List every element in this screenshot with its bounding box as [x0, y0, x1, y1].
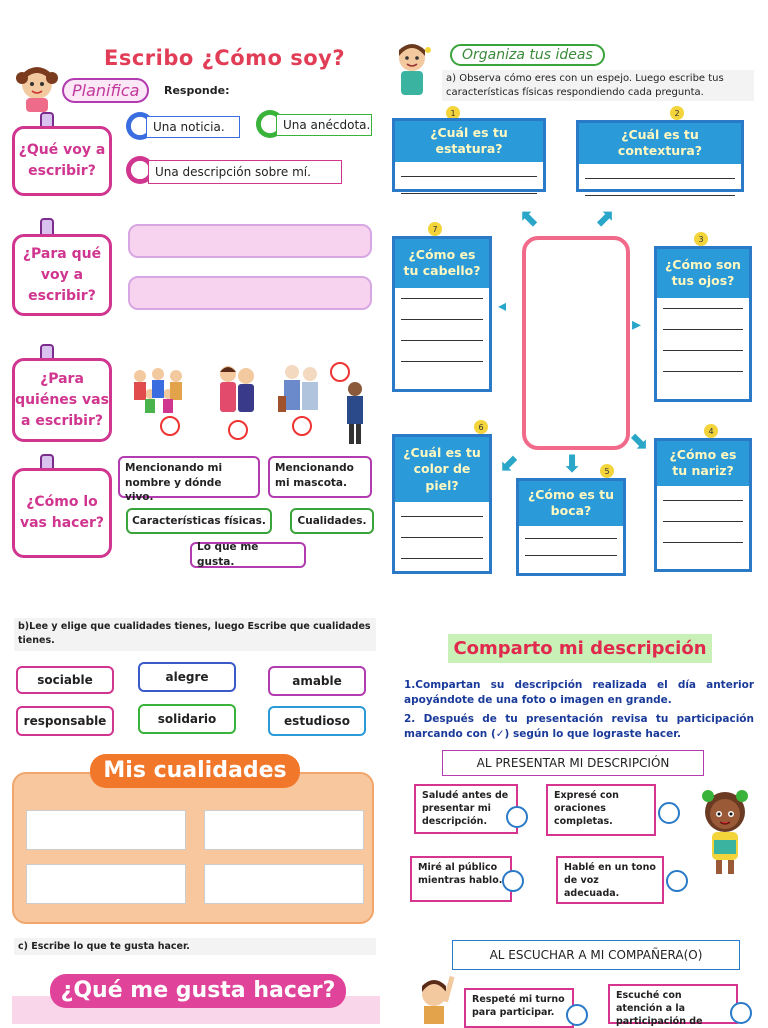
arrow-icon: ⬈	[594, 204, 615, 232]
question-who: ¿Para quiénes vas a escribir?	[12, 358, 112, 442]
answer-line[interactable]	[663, 542, 743, 543]
arrow-icon: ⬊	[628, 426, 649, 454]
checklist-item-turno: Respeté mi turno para participar.	[464, 988, 574, 1028]
arrow-icon: ⬇	[562, 450, 583, 478]
arrow-icon: ▸	[632, 314, 642, 335]
quality-answer-4[interactable]	[204, 864, 364, 904]
card-question: ¿Cuál es tu contextura?	[579, 123, 741, 164]
quality-answer-3[interactable]	[26, 864, 186, 904]
card-question: ¿Cómo es tu boca?	[519, 481, 623, 526]
option-noticia[interactable]: Una noticia.	[146, 116, 240, 138]
mirror-drawing-box[interactable]	[522, 236, 630, 450]
answer-line[interactable]	[585, 178, 735, 179]
step-2: 2. Después de tu presentación revisa tu participación marcando con (✓) según lo que lograste hacer.	[404, 713, 754, 741]
quality-answer-1[interactable]	[26, 810, 186, 850]
que-me-gusta-banner: ¿Qué me gusta hacer?	[50, 974, 346, 1008]
section-presentar: AL PRESENTAR MI DESCRIPCIÓN	[442, 750, 704, 776]
girl-illustration	[14, 64, 60, 114]
card-question: ¿Cómo es tu cabello?	[395, 239, 489, 288]
instruction-a: a) Observa cómo eres con un espejo. Luego escribe tus características físicas respondiendo cada pregunta.	[442, 70, 754, 101]
quality-answer-2[interactable]	[204, 810, 364, 850]
family-illustration	[128, 366, 192, 416]
instruction-c: c) Escribe lo que te gusta hacer.	[14, 938, 376, 955]
check-circle[interactable]	[666, 870, 688, 892]
card-cabello	[392, 236, 492, 392]
answer-line[interactable]	[663, 371, 743, 372]
answer-line[interactable]	[663, 521, 743, 522]
teacher-illustration	[342, 380, 368, 446]
responde-label: Responde:	[164, 84, 230, 97]
instruction-b: b)Lee y elige que cualidades tienes, luego Escribe que cualidades tienes.	[14, 618, 376, 651]
couple-illustration	[212, 362, 264, 418]
answer-line[interactable]	[585, 195, 735, 196]
choice-circle[interactable]	[330, 362, 350, 382]
card-boca	[516, 478, 626, 576]
card-question: ¿Cuál es tu color de piel?	[395, 437, 489, 502]
answer-line[interactable]	[401, 298, 483, 299]
page-title: Escribo ¿Cómo soy?	[104, 46, 346, 70]
option-gusta[interactable]: Lo que me gusta.	[190, 542, 306, 568]
answer-line[interactable]	[401, 537, 483, 538]
answer-line[interactable]	[525, 538, 617, 539]
checklist-item-mirar: Miré al público mientras hablo.	[410, 856, 512, 902]
answer-line[interactable]	[663, 500, 743, 501]
card-estatura	[392, 118, 546, 192]
quality-responsable[interactable]: responsable	[16, 706, 114, 736]
right-top-panel	[388, 40, 760, 580]
check-circle[interactable]	[566, 1004, 588, 1026]
answer-line[interactable]	[663, 329, 743, 330]
card-question: ¿Cuál es tu estatura?	[395, 121, 543, 162]
answer-line[interactable]	[401, 558, 483, 559]
check-circle[interactable]	[502, 870, 524, 892]
number-badge: 5	[600, 464, 614, 478]
check-circle[interactable]	[658, 802, 680, 824]
question-why: ¿Para qué voy a escribir?	[12, 234, 112, 316]
grandparents-illustration	[276, 362, 326, 414]
arrow-icon: ⬋	[500, 448, 521, 476]
check-circle[interactable]	[506, 806, 528, 828]
number-badge: 3	[694, 232, 708, 246]
card-ojos	[654, 246, 752, 402]
arrow-icon: ◂	[498, 296, 507, 315]
checklist-item-atencion: Escuché con atención a la participación de	[608, 984, 738, 1024]
quality-amable[interactable]: amable	[268, 666, 366, 696]
card-piel	[392, 434, 492, 574]
quality-estudioso[interactable]: estudioso	[268, 706, 366, 736]
arrow-icon: ⬉	[520, 204, 541, 232]
left-top-panel	[8, 40, 376, 570]
choice-circle[interactable]	[292, 416, 312, 436]
card-contextura	[576, 120, 744, 192]
quality-solidario[interactable]: solidario	[138, 704, 236, 734]
number-badge: 2	[670, 106, 684, 120]
quality-sociable[interactable]: sociable	[16, 666, 114, 694]
boy-raising-hand-illustration	[414, 970, 460, 1024]
answer-line[interactable]	[401, 516, 483, 517]
choice-circle[interactable]	[160, 416, 180, 436]
option-descripcion[interactable]: Una descripción sobre mí.	[148, 160, 342, 184]
number-badge: 7	[428, 222, 442, 236]
right-bottom-panel	[396, 632, 762, 1027]
answer-line[interactable]	[401, 176, 537, 177]
number-badge: 1	[446, 106, 460, 120]
quality-alegre[interactable]: alegre	[138, 662, 236, 692]
card-nariz	[654, 438, 752, 572]
answer-field-1[interactable]	[128, 224, 372, 258]
answer-line[interactable]	[663, 308, 743, 309]
card-question: ¿Cómo es tu nariz?	[657, 441, 749, 486]
left-bottom-panel	[8, 612, 380, 1024]
answer-line[interactable]	[401, 340, 483, 341]
section-escuchar: AL ESCUCHAR A MI COMPAÑERA(O)	[452, 940, 740, 970]
answer-line[interactable]	[401, 319, 483, 320]
choice-circle[interactable]	[228, 420, 248, 440]
answer-field-2[interactable]	[128, 276, 372, 310]
organiza-tag: Organiza tus ideas	[450, 44, 605, 66]
boy-illustration	[392, 42, 434, 100]
checklist-item-saludar: Saludé antes de presentar mi descripción.	[414, 784, 518, 834]
option-mascota[interactable]: Mencionando mi mascota.	[268, 456, 372, 498]
question-how: ¿Cómo lo vas hacer?	[12, 468, 112, 558]
girl-reading-illustration	[694, 782, 756, 878]
answer-line[interactable]	[525, 555, 617, 556]
mis-cualidades-banner: Mis cualidades	[90, 754, 300, 788]
question-what: ¿Qué voy a escribir?	[12, 126, 112, 196]
answer-line[interactable]	[401, 361, 483, 362]
check-circle[interactable]	[730, 1002, 752, 1024]
comparto-banner: Comparto mi descripción	[448, 634, 712, 663]
checklist-item-oraciones: Expresé con oraciones completas.	[546, 784, 656, 836]
option-cualidades[interactable]: Cualidades.	[290, 508, 374, 534]
planifica-tag: Planifica	[62, 78, 149, 103]
card-question: ¿Cómo son tus ojos?	[657, 249, 749, 298]
step-1: 1.Compartan su descripción realizada el día anterior apoyándote de una foto o imagen en grande.	[404, 679, 754, 707]
answer-line[interactable]	[401, 193, 537, 194]
checklist-item-tono: Hablé en un tono de voz adecuada.	[556, 856, 664, 904]
option-anecdota[interactable]: Una anécdota.	[276, 114, 372, 136]
option-nombre[interactable]: Mencionando mi nombre y dónde vivo.	[118, 456, 260, 498]
answer-line[interactable]	[663, 350, 743, 351]
number-badge: 6	[474, 420, 488, 434]
number-badge: 4	[704, 424, 718, 438]
option-fisicas[interactable]: Características físicas.	[126, 508, 272, 534]
